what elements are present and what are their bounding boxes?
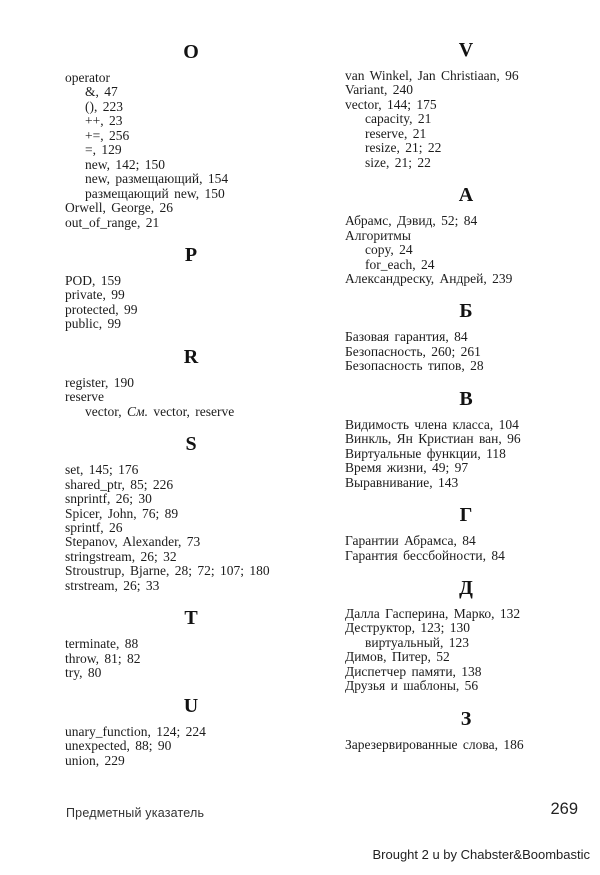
index-entry: Видимость члена класса, 104: [345, 416, 519, 432]
index-entry: Абрамс, Дэвид, 52; 84: [345, 213, 478, 229]
index-entry: union, 229: [65, 752, 125, 768]
section-heading-R: R: [183, 345, 199, 368]
index-entry: protected, 99: [65, 301, 138, 317]
section-heading-Г: Г: [459, 504, 473, 527]
index-entry: Orwell, George, 26: [65, 200, 173, 216]
index-entry: Виртуальные функции, 118: [345, 445, 506, 461]
index-section-Д: [345, 578, 587, 694]
index-entry: snprintf, 26; 30: [65, 491, 152, 507]
index-entry: public, 99: [65, 316, 121, 332]
index-entry: Stroustrup, Bjarne, 28; 72; 107; 180: [65, 563, 270, 579]
section-heading-В: В: [459, 387, 473, 410]
index-section-З: [345, 709, 587, 752]
section-heading-T: T: [184, 607, 198, 630]
index-entry: Друзья и шаблоны, 56: [345, 678, 479, 694]
section-heading-Б: Б: [459, 300, 473, 323]
section-heading-U: U: [183, 694, 199, 717]
index-entry: Stepanov, Alexander, 73: [65, 534, 201, 550]
index-column-left: [65, 42, 317, 768]
index-entry: Выравнивание, 143: [345, 474, 459, 490]
index-entry: Димов, Питер, 52: [345, 649, 450, 665]
index-entry: Зарезервированные слова, 186: [345, 736, 524, 752]
index-entry: try, 80: [65, 665, 102, 681]
index-entry: register, 190: [65, 374, 134, 390]
index-section-R: [65, 347, 317, 419]
index-section-Г: [345, 505, 587, 563]
index-entry: private, 99: [65, 287, 125, 303]
entry-text: vector,: [85, 403, 127, 419]
section-heading-З: З: [460, 707, 472, 730]
index-entry: unary_function, 124; 224: [65, 723, 206, 739]
index-entry: Алгоритмы: [345, 227, 411, 243]
index-entry: Variant, 240: [345, 82, 413, 98]
index-section-O: [65, 42, 317, 230]
index-entry: Винкль, Ян Кристиан ван, 96: [345, 431, 521, 447]
index-entry: [65, 405, 317, 419]
index-entry: operator: [65, 70, 110, 85]
index-entry: ++, 23: [85, 113, 123, 129]
watermark-text: Brought 2 u by Chabster&Boombastic: [372, 847, 590, 862]
index-entry: vector, 144; 175: [345, 96, 437, 112]
index-section-S: [65, 434, 317, 593]
index-entry: (), 223: [85, 98, 123, 114]
index-entry: resize, 21; 22: [365, 140, 442, 156]
footer-section-title: Предметный указатель: [66, 806, 205, 820]
section-heading-S: S: [185, 433, 197, 456]
index-section-А: [345, 185, 587, 286]
index-section-T: [65, 608, 317, 680]
index-entry: for_each, 24: [365, 256, 435, 272]
index-column-right: [345, 40, 587, 752]
index-entry: throw, 81; 82: [65, 650, 141, 666]
section-heading-Д: Д: [459, 576, 473, 599]
index-entry: out_of_range, 21: [65, 214, 160, 230]
page-number: 269: [550, 800, 578, 818]
index-entry: size, 21; 22: [365, 154, 431, 170]
index-entry: Далла Гасперина, Марко, 132: [345, 605, 521, 621]
index-section-Б: [345, 301, 587, 373]
index-section-P: [65, 245, 317, 332]
index-entry: strstream, 26; 33: [65, 577, 160, 593]
index-entry: new, 142; 150: [85, 156, 165, 172]
index-entry: Гарантии Абрамса, 84: [345, 533, 476, 549]
index-section-В: [345, 389, 587, 490]
index-entry: reserve: [65, 389, 104, 405]
section-heading-O: O: [183, 41, 199, 63]
index-entry: van Winkel, Jan Christiaan, 96: [345, 68, 519, 83]
index-entry: Время жизни, 49; 97: [345, 460, 469, 476]
index-entry: &, 47: [85, 84, 118, 100]
index-entry: capacity, 21: [365, 111, 432, 127]
index-entry: +=, 256: [85, 127, 130, 143]
index-section-V: [345, 40, 587, 170]
index-entry: stringstream, 26; 32: [65, 548, 177, 564]
index-entry: sprintf, 26: [65, 519, 123, 535]
index-entry: Деструктор, 123; 130: [345, 620, 471, 636]
index-entry: set, 145; 176: [65, 462, 139, 478]
index-entry: new, размещающий, 154: [85, 171, 229, 187]
index-entry: Безопасность, 260; 261: [345, 343, 481, 359]
index-section-U: [65, 696, 317, 768]
index-entry: unexpected, 88; 90: [65, 738, 172, 754]
index-entry: terminate, 88: [65, 636, 139, 652]
index-entry: виртуальный, 123: [365, 634, 469, 650]
index-entry: Диспетчер памяти, 138: [345, 663, 482, 679]
index-entry: POD, 159: [65, 272, 122, 288]
entry-text: vector, reserve: [147, 403, 235, 419]
section-heading-А: А: [458, 184, 474, 207]
index-entry: Spicer, John, 76; 89: [65, 505, 179, 521]
section-heading-P: P: [184, 243, 198, 266]
index-entry: Безопасность типов, 28: [345, 358, 484, 374]
index-entry: =, 129: [85, 142, 122, 158]
see-reference: См.: [126, 403, 148, 419]
index-entry: Александреску, Андрей, 239: [345, 270, 513, 286]
section-heading-V: V: [458, 39, 474, 61]
index-entry: reserve, 21: [365, 125, 427, 141]
index-entry: copy, 24: [365, 242, 413, 258]
index-entry: shared_ptr, 85; 226: [65, 476, 174, 492]
index-entry: Гарантия бессбойности, 84: [345, 547, 505, 563]
index-entry: размещающий new, 150: [85, 185, 225, 201]
index-entry: Базовая гарантия, 84: [345, 329, 468, 345]
